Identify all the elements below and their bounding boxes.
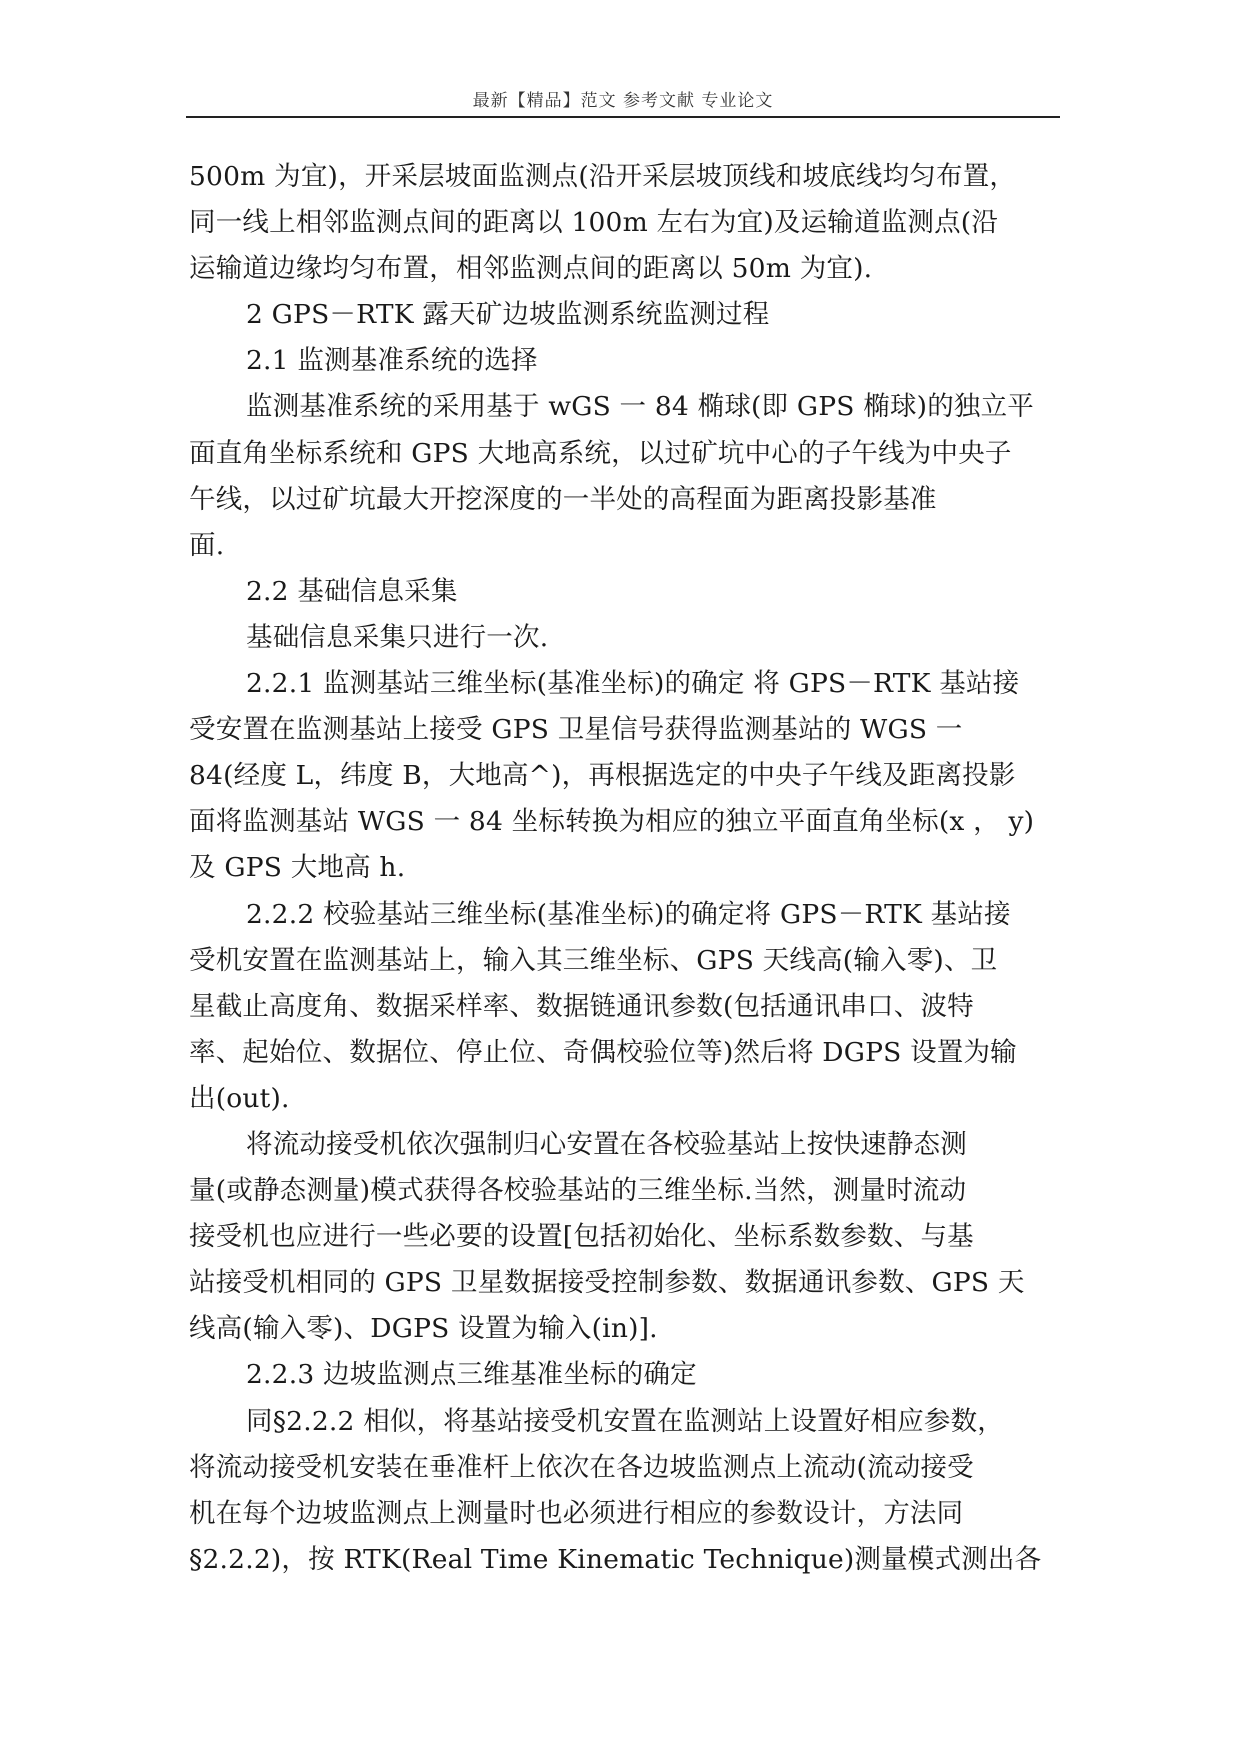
- subsection-heading: 2.2.3 边坡监测点三维基准坐标的确定: [246, 1359, 697, 1391]
- text-line: 星截止高度角、数据采样率、数据链通讯参数(包括通讯串口、波特: [189, 990, 974, 1022]
- text-line: 监测基准系统的采用基于 wGS 一 84 椭球(即 GPS 椭球)的独立平: [246, 391, 1034, 423]
- text-line: 基础信息采集只进行一次.: [246, 621, 549, 653]
- text-line: 率、起始位、数据位、停止位、奇偶校验位等)然后将 DGPS 设置为输: [189, 1036, 1017, 1068]
- text-line: 500m 为宜)，开采层坡面监测点(沿开采层坡顶线和坡底线均匀布置，: [189, 161, 1017, 192]
- text-line: 面将监测基站 WGS 一 84 坐标转换为相应的独立平面直角坐标(x ， y): [189, 806, 1035, 838]
- text-line: 受安置在监测基站上接受 GPS 卫星信号获得监测基站的 WGS 一: [189, 714, 963, 746]
- text-line: §2.2.2)，按 RTK(Real Time Kinematic Technique)测量模式测出各: [189, 1543, 1042, 1575]
- subsection-heading: 2.2 基础信息采集: [246, 575, 458, 607]
- text-line: 将流动接受机安装在垂准杆上依次在各边坡监测点上流动(流动接受: [189, 1451, 974, 1483]
- text-line: 受机安置在监测基站上，输入其三维坐标、GPS 天线高(输入零)、卫: [189, 944, 998, 976]
- text-line: 同§2.2.2 相似，将基站接受机安置在监测站上设置好相应参数，: [246, 1405, 1005, 1437]
- text-line: 2.2.1 监测基站三维坐标(基准坐标)的确定 将 GPS－RTK 基站接: [246, 668, 1020, 700]
- text-line: 同一线上相邻监测点间的距离以 100m 左右为宜)及运输道监测点(沿: [189, 207, 999, 239]
- text-line: 将流动接受机依次强制归心安置在各校验基站上按快速静态测: [246, 1128, 967, 1160]
- text-line: 面.: [189, 529, 225, 561]
- text-line: 2.2.2 校验基站三维坐标(基准坐标)的确定将 GPS－RTK 基站接: [246, 898, 1011, 930]
- header-rule: [186, 116, 1060, 118]
- text-line: 出(out).: [189, 1082, 290, 1114]
- text-line: 及 GPS 大地高 h.: [189, 852, 406, 884]
- text-line: 量(或静态测量)模式获得各校验基站的三维坐标.当然，测量时流动: [189, 1175, 967, 1207]
- text-line: 午线，以过矿坑最大开挖深度的一半处的高程面为距离投影基准: [189, 483, 937, 515]
- page-header: 最新【精品】范文 参考文献 专业论文: [472, 91, 774, 111]
- text-line: 接受机也应进行一些必要的设置[包括初始化、坐标系数参数、与基: [189, 1221, 974, 1253]
- subsection-heading: 2.1 监测基准系统的选择: [246, 345, 538, 377]
- text-line: 机在每个边坡监测点上测量时也必须进行相应的参数设计，方法同: [189, 1497, 964, 1529]
- text-line: 84(经度 L，纬度 B，大地高^)，再根据选定的中央子午线及距离投影: [189, 760, 1016, 792]
- text-line: 面直角坐标系统和 GPS 大地高系统，以过矿坑中心的子午线为中央子: [189, 437, 1012, 469]
- text-line: 线高(输入零)、DGPS 设置为输入(in)].: [189, 1313, 658, 1345]
- section-heading: 2 GPS－RTK 露天矿边坡监测系统监测过程: [246, 299, 770, 331]
- text-line: 运输道边缘均匀布置，相邻监测点间的距离以 50m 为宜).: [189, 253, 873, 285]
- text-line: 站接受机相同的 GPS 卫星数据接受控制参数、数据通讯参数、GPS 天: [189, 1267, 1025, 1299]
- document-body: [189, 154, 1069, 1583]
